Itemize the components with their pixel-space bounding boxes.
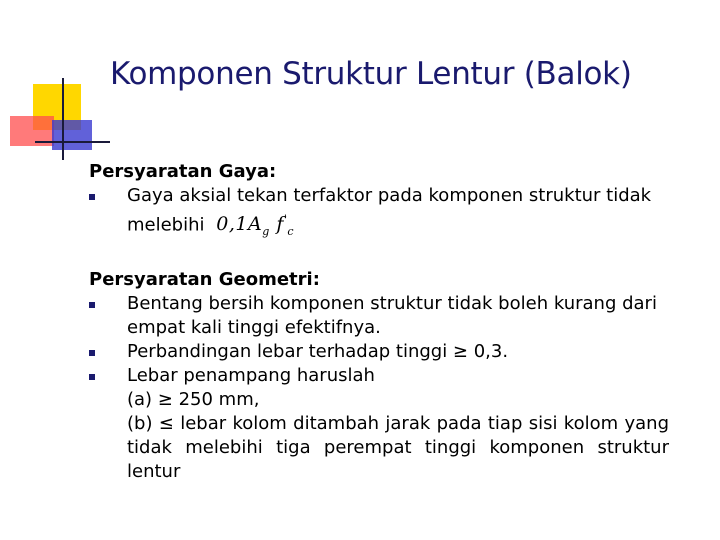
square-bullet-icon [89, 374, 95, 380]
section-heading-gaya: Persyaratan Gaya: [89, 161, 277, 182]
formula-f: f [276, 213, 284, 236]
list-item [89, 292, 669, 340]
logo-blue-square [52, 120, 92, 150]
formula-a-sub: g [262, 225, 270, 239]
slide-body [89, 160, 669, 484]
formula-coef: 0,1 [216, 213, 248, 236]
item-text-line1: Gaya aksial tekan terfaktor pada komponen struktur tidak [127, 185, 652, 206]
formula-a: A [247, 213, 263, 236]
item-text: Bentang bersih komponen struktur tidak boleh kurang dari empat kali tinggi efektifnya. [127, 293, 657, 339]
item-text: Lebar penampang haruslah [127, 365, 375, 387]
sub-item-a: (a) ≥ 250 mm, [127, 389, 260, 411]
formula-f-sub: c [287, 225, 295, 239]
slide-title: Komponen Struktur Lentur (Balok) [110, 56, 632, 92]
formula-f-sup: ' [283, 213, 288, 226]
decorative-logo [0, 0, 110, 170]
section-gaya [89, 160, 669, 244]
section-gap [89, 244, 669, 268]
square-bullet-icon [89, 302, 95, 308]
section-heading-geometri: Persyaratan Geometri: [89, 269, 320, 291]
list-item [89, 184, 669, 244]
list-item [89, 340, 669, 364]
list-item [89, 364, 669, 484]
item-text-melebihi: melebihi [127, 214, 205, 236]
square-bullet-icon [89, 350, 95, 356]
item-text-line2 [127, 208, 669, 244]
item-text: Perbandingan lebar terhadap tinggi ≥ 0,3. [127, 341, 509, 363]
formula-axial-limit [216, 213, 295, 239]
square-bullet-icon [89, 194, 95, 200]
section-geometri [89, 268, 669, 484]
sub-item-b: (b) ≤ lebar kolom ditambah jarak pada tiap sisi kolom yang tidak melebihi tiga perempat tinggi komponen struktur lentur [127, 413, 669, 483]
